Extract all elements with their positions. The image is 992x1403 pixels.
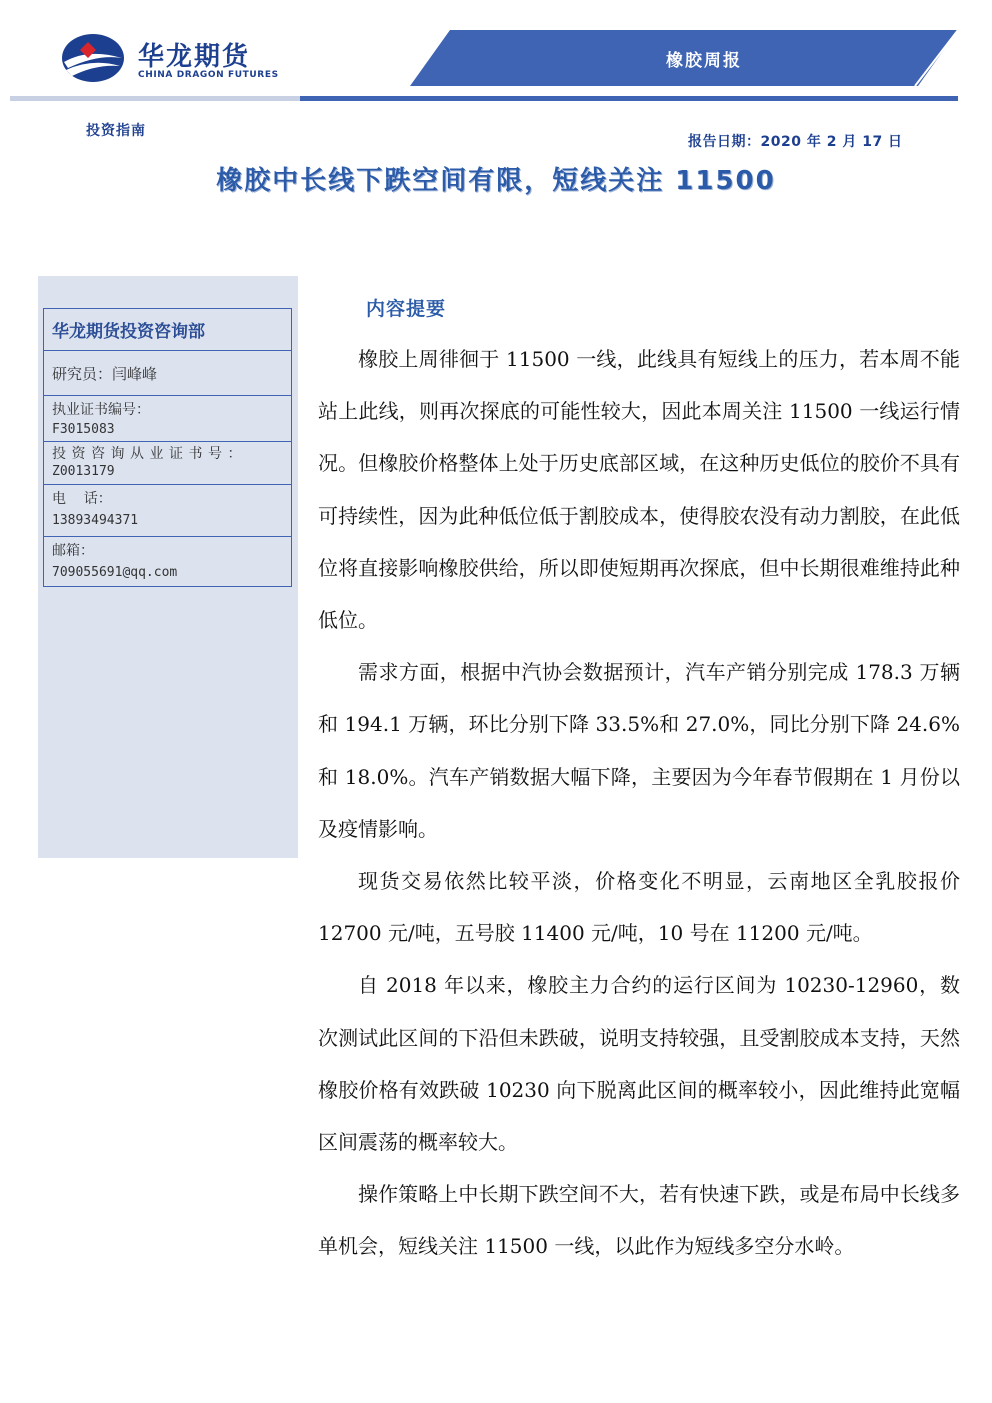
company-logo <box>58 24 298 94</box>
header-divider <box>10 94 958 104</box>
invest-cert-label: 投资咨询从业证书号： <box>52 446 247 462</box>
page-title: 橡胶中长线下跌空间有限，短线关注 11500 <box>216 166 776 196</box>
phone-value: 13893494371 <box>52 513 139 528</box>
paragraph: 操作策略上中长期下跌空间不大，若有快速下跌，或是布局中长线多单机会，短线关注 11500 一线，以此作为短线多空分水岭。 <box>318 1182 960 1259</box>
brand-name-cn: 华龙期货 <box>138 42 251 72</box>
invest-cert-value: Z0013179 <box>52 464 115 479</box>
cert-number-value: F3015083 <box>52 422 115 437</box>
cert-number-label: 执业证书编号： <box>52 402 150 418</box>
report-date: 报告日期：2020 年 2 月 17 日 <box>688 134 903 150</box>
summary-section <box>318 294 960 1273</box>
banner-label: 橡胶周报 <box>666 50 742 71</box>
email-label: 邮箱： <box>52 543 94 559</box>
report-type-banner <box>410 30 958 86</box>
department-name: 华龙期货投资咨询部 <box>44 309 291 351</box>
email-value: 709055691@qq.com <box>52 565 178 580</box>
sidebar-panel <box>38 276 298 858</box>
researcher-name: 研究员：闫峰峰 <box>44 351 291 396</box>
invest-cert-row <box>44 442 291 485</box>
paragraph: 自 2018 年以来，橡胶主力合约的运行区间为 10230-12960，数次测试此区间的下沿但未跌破，说明支持较强，且受割胶成本支持，天然橡胶价格有效跌破 10230 向下脱离此区间的概率较小，因此维持此宽幅区间震荡的概率较大。 <box>318 973 960 1155</box>
email-row <box>44 537 291 586</box>
brand-name-en: CHINA DRAGON FUTURES <box>138 70 279 80</box>
summary-heading: 内容提要 <box>366 298 447 320</box>
paragraph: 需求方面，根据中汽协会数据预计，汽车产销分别完成 178.3 万辆和 194.1 万辆，环比分别下降 33.5%和 27.0%，同比分别下降 24.6%和 18.0%。汽车产销数据大幅下降，主要因为今年春节假期在 1 月份以及疫情影响。 <box>318 660 960 841</box>
paragraph: 橡胶上周徘徊于 11500 一线，此线具有短线上的压力，若本周不能站上此线，则再次探底的可能性较大，因此本周关注 11500 一线运行情况。但橡胶价格整体上处于历史底部区域，在这种历史低位的胶价不具有可持续性，因为此种低位低于割胶成本，使得胶农没有动力割胶，在此低位将直接影响橡胶供给，所以即使短期再次探底，但中长期很难维持此种低位。 <box>318 347 960 633</box>
dragon-logo-icon <box>58 28 128 88</box>
phone-row <box>44 485 291 537</box>
section-tag: 投资指南 <box>86 123 146 139</box>
contact-card <box>43 308 292 587</box>
phone-label: 电 话： <box>52 491 112 507</box>
cert-number-row <box>44 396 291 442</box>
paragraph: 现货交易依然比较平淡，价格变化不明显，云南地区全乳胶报价 12700 元/吨，五号胶 11400 元/吨，10 号在 11200 元/吨。 <box>318 869 960 946</box>
